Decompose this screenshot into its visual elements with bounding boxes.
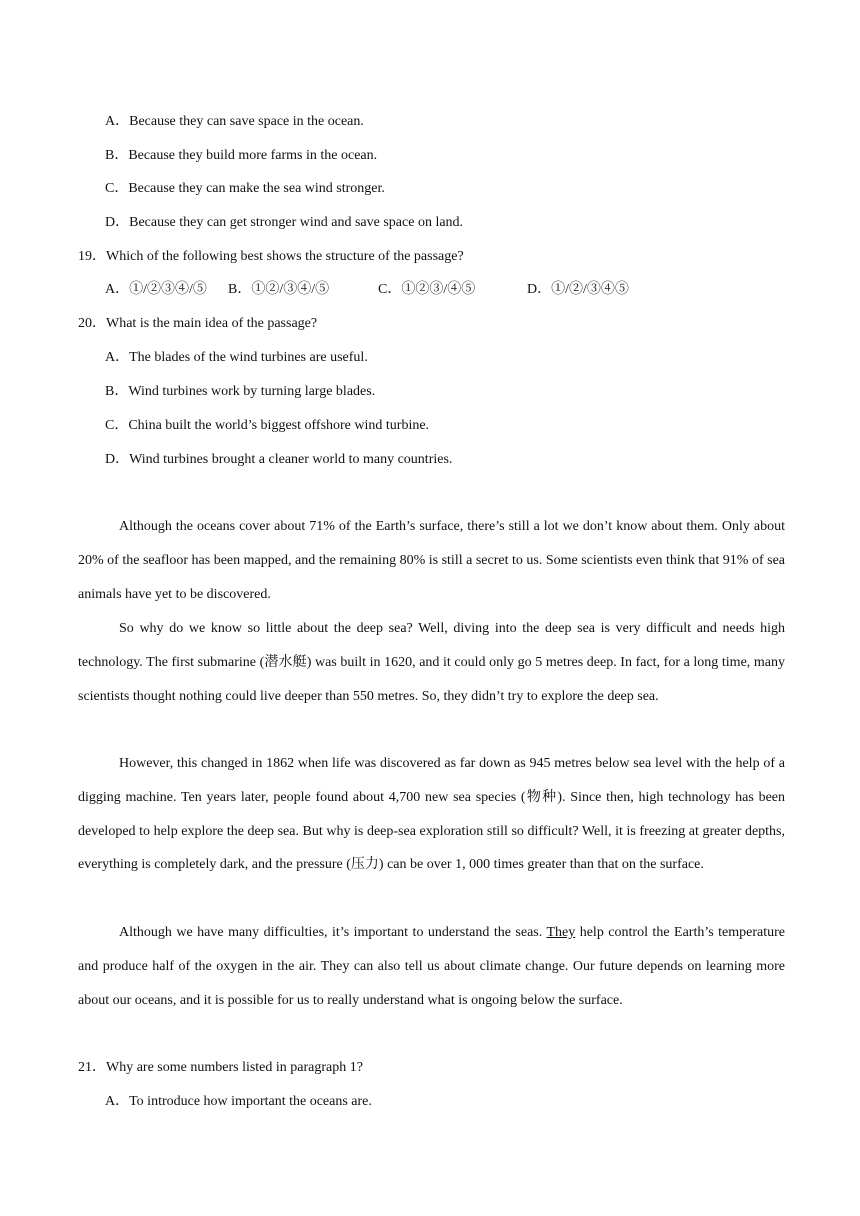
q19-options — [105, 281, 665, 299]
q19-question: 19．Which of the following best shows the structure of the passage? — [78, 249, 464, 264]
passage-paragraph-3: However, this changed in 1862 when life was discovered as far down as 945 metres below sea level with the help of a digging machine. Ten years later, people found about 4,700 new sea species (物种). Since then, high technology has been developed to help explore the deep sea. But why is deep-sea exploration still so difficult? Well, it is freezing at greater depths, everything is completely dark, and the pressure (压力) can be over 1, 000 times greater than that on the surface. — [78, 756, 785, 873]
paragraph-4-text-start: Although we have many difficulties, it’s important to understand the seas. — [119, 925, 547, 940]
q19-option-c: C．①②③/④⑤ — [378, 282, 476, 297]
passage-paragraph-2: So why do we know so little about the deep sea? Well, diving into the deep sea is very difficult and needs high technology. The first submarine (潜水艇) was built in 1620, and it could only go 5 metres deep. In fact, for a long time, many scientists thought nothing could live deeper than 550 metres. So, they didn’t try to explore the deep sea. — [78, 621, 785, 704]
passage-paragraph-4 — [78, 916, 785, 1017]
q21-option-a: A．To introduce how important the oceans are. — [105, 1094, 372, 1109]
q18-option-b: B．Because they build more farms in the ocean. — [105, 148, 378, 163]
q19-option-a: A．①/②③④/⑤ — [105, 282, 207, 297]
passage-paragraph-1: Although the oceans cover about 71% of the Earth’s surface, there’s still a lot we don’t know about them. Only about 20% of the seafloor has been mapped, and the remaining 80% is still a secret to us. Some scientists even think that 91% of sea animals have yet to be discovered. — [78, 519, 785, 602]
q19-option-b: B．①②/③④/⑤ — [228, 282, 330, 297]
q19-option-d: D．①/②/③④⑤ — [527, 282, 629, 297]
q20-option-d: D．Wind turbines brought a cleaner world to many countries. — [105, 452, 453, 467]
q18-option-c: C．Because they can make the sea wind stronger. — [105, 181, 385, 196]
underlined-word: They — [546, 925, 576, 940]
q21-question: 21．Why are some numbers listed in paragraph 1? — [78, 1060, 363, 1075]
q20-option-c: C．China built the world’s biggest offshore wind turbine. — [105, 418, 430, 433]
q20-option-b: B．Wind turbines work by turning large blades. — [105, 384, 376, 399]
q18-option-d: D．Because they can get stronger wind and save space on land. — [105, 215, 464, 230]
q20-question: 20．What is the main idea of the passage? — [78, 316, 318, 331]
q18-option-a: A．Because they can save space in the ocean. — [105, 114, 364, 129]
paragraph-4-text-rest: help control the Earth’s temperature and produce half of the oxygen in the air. They can also tell us about climate change. Our future depends on learning more about our oceans, and it is possible for us to really understand what is ongoing below the surface. — [78, 925, 785, 1008]
q20-option-a: A．The blades of the wind turbines are useful. — [105, 350, 368, 365]
